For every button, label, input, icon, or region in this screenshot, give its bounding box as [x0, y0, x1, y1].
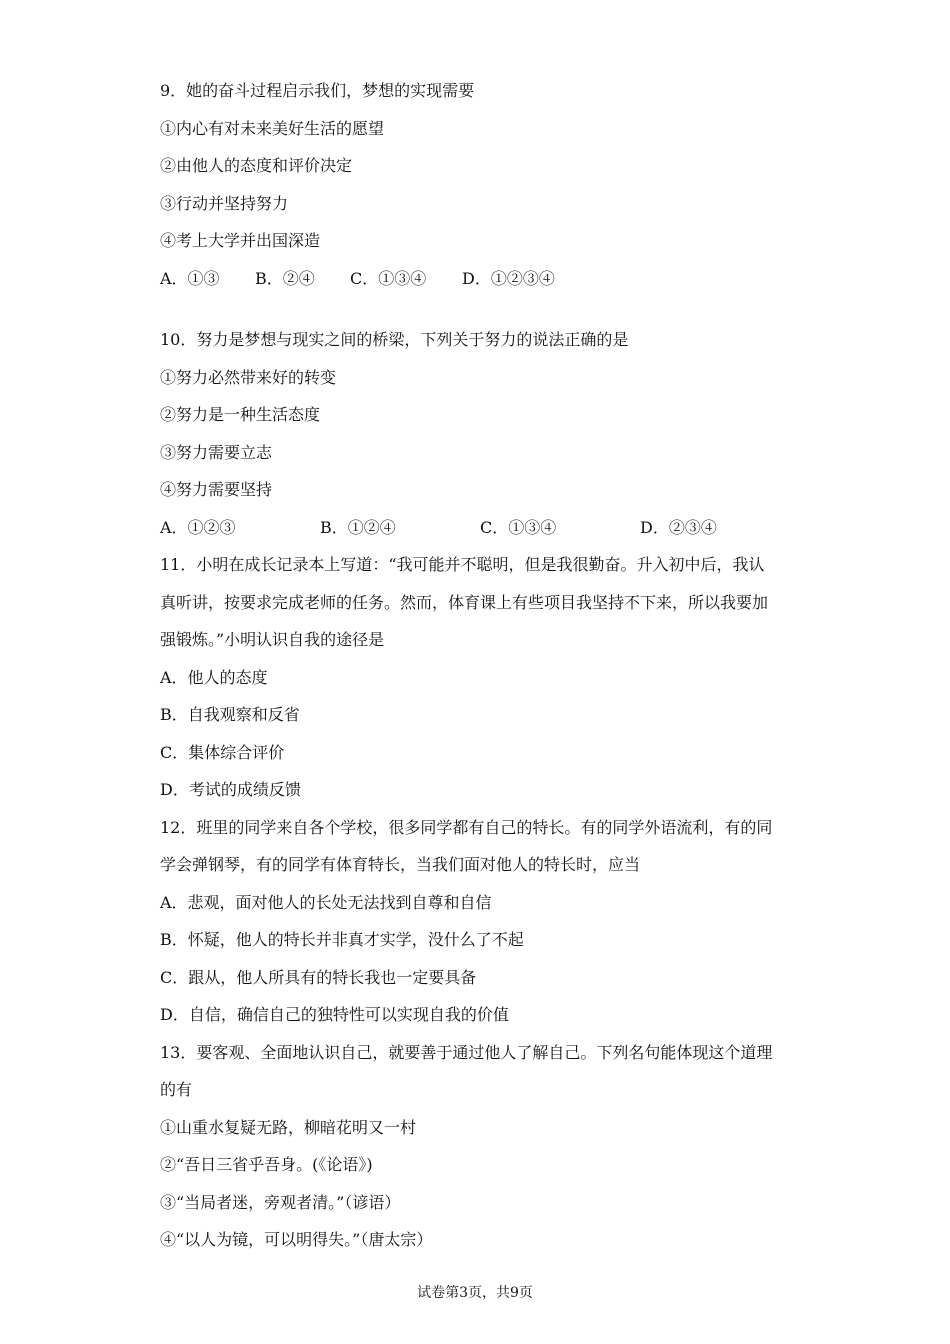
option-a: A．他人的态度: [160, 667, 268, 687]
statement-item: ②由他人的态度和评价决定: [160, 156, 353, 175]
statement-item: ②努力是一种生活态度: [160, 405, 321, 424]
question-11: [160, 546, 800, 809]
option-a: A．悲观，面对他人的长处无法找到自尊和自信: [160, 892, 492, 912]
option-a: A．①③: [160, 268, 220, 288]
option-d: D．考试的成绩反馈: [160, 780, 301, 799]
question-stem: 的有: [160, 1080, 193, 1099]
question-stem: 13．要客观、全面地认识自己，就要善于通过他人了解自己。下列名句能体现这个道理: [160, 1042, 773, 1062]
question-stem: 强锻炼。”小明认识自我的途径是: [160, 630, 385, 649]
question-stem: 12．班里的同学来自各个学校，很多同学都有自己的特长。有的同学外语流利，有的同: [160, 817, 773, 837]
statement-item: ①努力必然带来好的转变: [160, 367, 337, 387]
statement-item: ④努力需要坚持: [160, 480, 273, 499]
option-d: D．①②③④: [462, 268, 555, 288]
question-stem: 真听讲，按要求完成老师的任务。然而，体育课上有些项目我坚持不下来，所以我要加: [160, 592, 769, 612]
option-a: A．①②③: [160, 517, 236, 537]
option-c: C．①③④: [480, 517, 557, 537]
page-content: [160, 72, 800, 1259]
option-c: C．跟从，他人所具有的特长我也一定要具备: [160, 967, 477, 987]
spacer: [160, 297, 800, 321]
question-13: [160, 1034, 800, 1259]
question-12: [160, 809, 800, 1034]
statement-item: ②“吾日三省乎吾身。(《论语》): [160, 1155, 373, 1174]
option-b: B．自我观察和反省: [160, 705, 300, 724]
answer-options: [160, 260, 800, 298]
statement-item: ③“当局者迷，旁观者清。”（谚语）: [160, 1192, 401, 1212]
option-b: B．怀疑，他人的特长并非真才实学，没什么了不起: [160, 930, 524, 949]
question-stem: 11．小明在成长记录本上写道：“我可能并不聪明，但是我很勤奋。升入初中后，我认: [160, 555, 765, 574]
option-d: D．自信，确信自己的独特性可以实现自我的价值: [160, 1005, 509, 1024]
statement-item: ④考上大学并出国深造: [160, 231, 321, 250]
statement-item: ③努力需要立志: [160, 442, 273, 462]
option-b: B．①②④: [320, 517, 396, 537]
option-c: C．①③④: [350, 268, 427, 288]
option-d: D．②③④: [640, 517, 717, 537]
statement-item: ①山重水复疑无路，柳暗花明又一村: [160, 1117, 417, 1137]
question-10: [160, 321, 800, 546]
question-9: [160, 72, 800, 297]
question-stem: 9．她的奋斗过程启示我们，梦想的实现需要: [160, 81, 475, 100]
option-c: C．集体综合评价: [160, 742, 285, 762]
option-b: B．②④: [255, 268, 315, 288]
page-footer: 试卷第3页，共9页: [417, 1285, 533, 1301]
question-stem: 10．努力是梦想与现实之间的桥梁，下列关于努力的说法正确的是: [160, 330, 629, 349]
question-stem: 学会弹钢琴，有的同学有体育特长，当我们面对他人的特长时，应当: [160, 855, 641, 874]
answer-options: [160, 509, 800, 547]
statement-item: ③行动并坚持努力: [160, 193, 289, 213]
statement-item: ①内心有对未来美好生活的愿望: [160, 118, 385, 138]
statement-item: ④“以人为镜，可以明得失。”（唐太宗）: [160, 1230, 433, 1249]
